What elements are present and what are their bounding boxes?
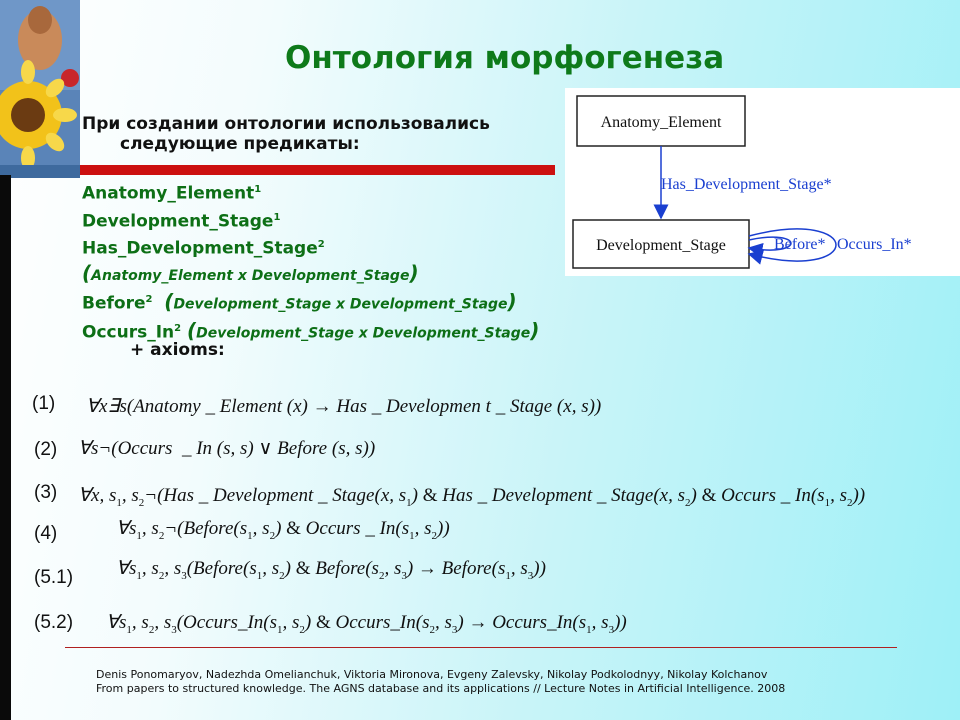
predicate-item: Has_Development_Stage$^2$ xyxy=(82,238,325,259)
formula-4: $\forall s_1$, $s_2\neg(Before(s_1$, $s_2$) & Occurs _ $In(s_1$, $s_2$)) xyxy=(116,518,450,542)
ontology-diagram xyxy=(565,88,960,276)
predicate-item: Anatomy_Element$^1$ xyxy=(82,183,262,204)
edge-before-label: Before* xyxy=(774,236,826,253)
edge-occurs-in-label: Occurs_In* xyxy=(837,236,912,253)
formula-2: ∀s¬(Occurs _ In (s, s) ∨ Before (s, s)) xyxy=(78,438,376,459)
formula-label: (3) xyxy=(34,482,58,503)
edge-has-development-stage-label: Has_Development_Stage* xyxy=(661,176,832,193)
node-development-stage-label: Development_Stage xyxy=(596,237,726,254)
left-accent-bar xyxy=(0,175,11,720)
intro-line-2: следующие предикаты: xyxy=(120,134,360,154)
formula-label: (1) xyxy=(32,393,56,414)
citation-source: From papers to structured knowledge. The AGNS database and its applications // Lecture Notes in Artificial Intelligence. 2008 xyxy=(96,682,786,695)
footer-divider xyxy=(65,647,897,648)
predicate-item: Before$^2$ (Development_Stage x Development_Stage) xyxy=(82,289,517,314)
slide-title: Онтология морфогенеза xyxy=(285,40,725,76)
red-divider xyxy=(80,165,555,175)
citation-authors: Denis Ponomaryov, Nadezhda Omelianchuk, Viktoria Mironova, Evgeny Zalevsky, Nikolay Podkolodnyy, Nikolay Kolchanov xyxy=(96,668,768,681)
predicate-args: (Anatomy_Element x Development_Stage) xyxy=(82,260,419,285)
corner-decoration-image xyxy=(0,0,80,178)
predicate-item: Development_Stage$^1$ xyxy=(82,211,281,232)
axioms-label: + axioms: xyxy=(130,340,225,360)
formula-3: ∀x, $s_1$, $s_2\neg(Has$ _ Development _ Stage(x, $s_1$) & Has _ Development _ Stage(x, $s_2$) & Occurs _ $In(s_1$, $s_2$)) xyxy=(78,485,866,509)
formula-5-2: $\forall s_1$, $s_2$, $s_3(Occurs\_In(s_1$, $s_2$) & $Occurs\_In(s_2$, $s_3$) → $Occurs\_In(s_1$, $s_3$)) xyxy=(106,612,627,636)
formula-label: (2) xyxy=(34,439,58,460)
formula-label: (5.2) xyxy=(34,612,74,633)
formula-1: ∀x∃s(Anatomy _ Element (x) → Has _ Developmen t _ Stage (x, s)) xyxy=(86,396,602,417)
predicate-item: Occurs_In$^2$ (Development_Stage x Development_Stage) xyxy=(82,318,540,343)
intro-line-1: При создании онтологии использовались xyxy=(82,114,490,134)
formula-label: (4) xyxy=(34,523,58,544)
formula-label: (5.1) xyxy=(34,567,74,588)
formula-5-1: $\forall s_1$, $s_2$, $s_3(Before(s_1$, $s_2$) & $Before(s_2$, $s_3$) → $Before(s_1$, $s_3$)) xyxy=(116,558,546,582)
predicate-list xyxy=(82,178,539,345)
intro-text xyxy=(82,114,490,154)
node-anatomy-element-label: Anatomy_Element xyxy=(600,114,722,131)
citation xyxy=(96,668,785,696)
